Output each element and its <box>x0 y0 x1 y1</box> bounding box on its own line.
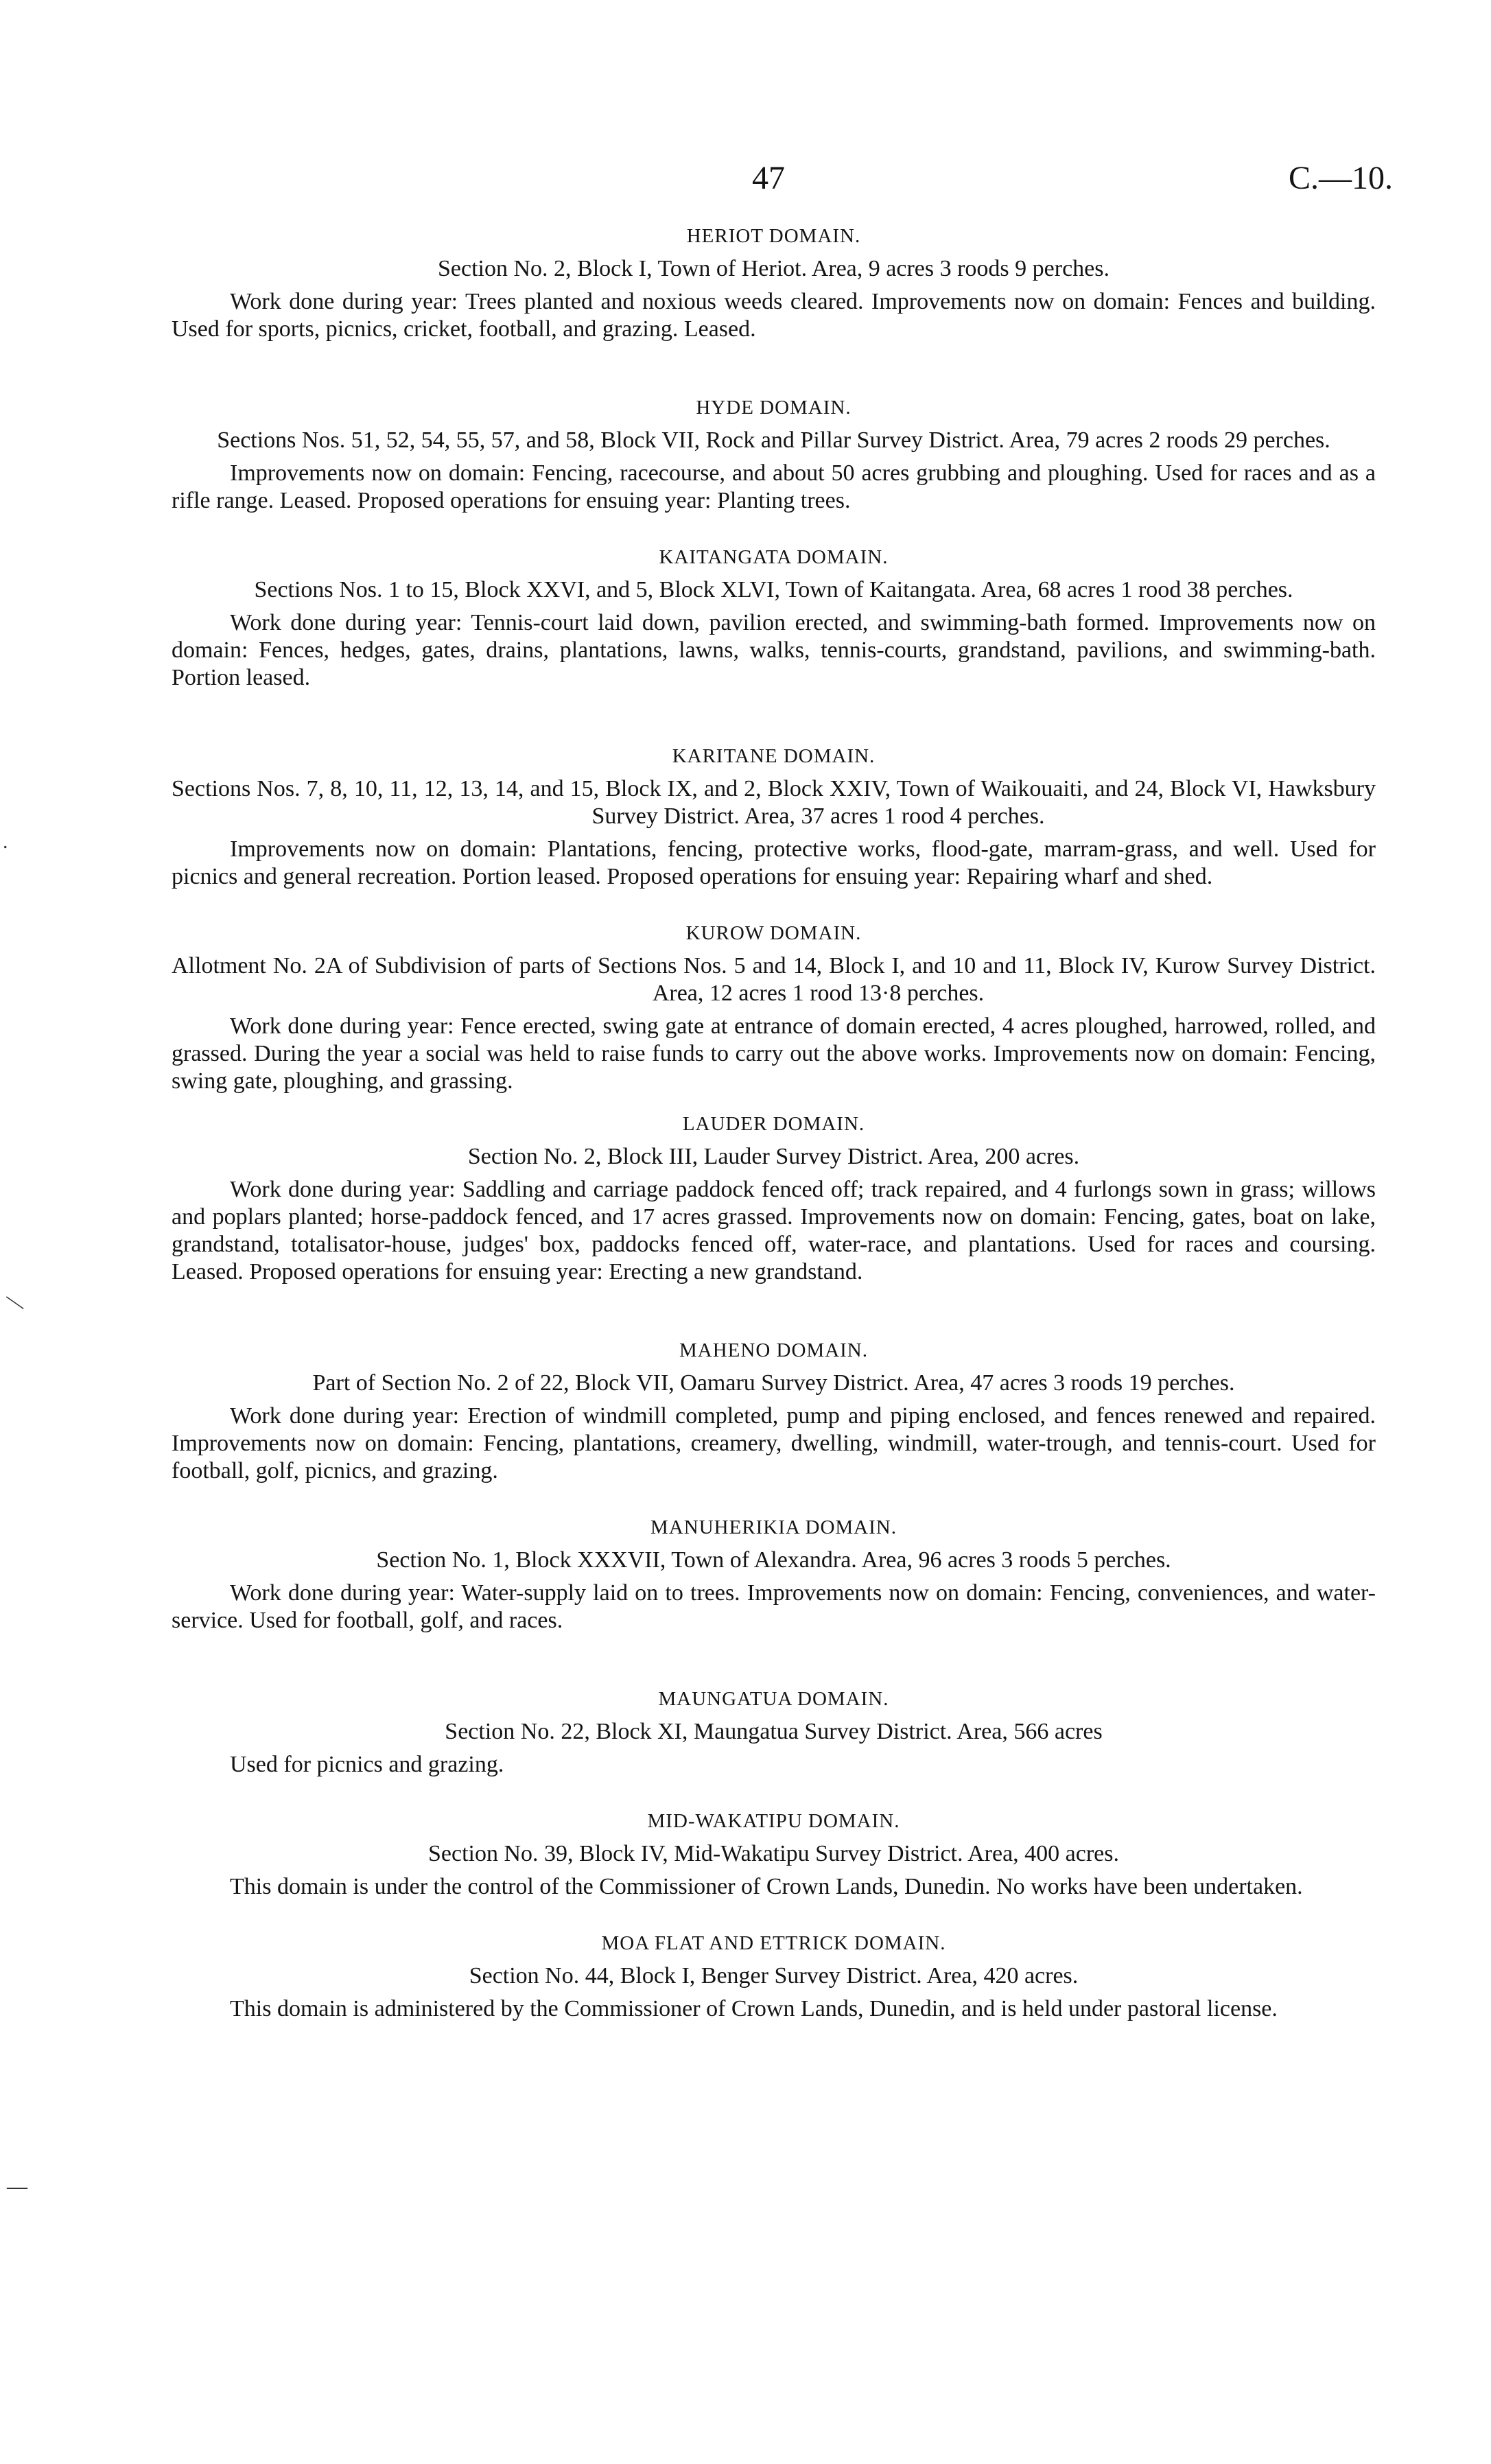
domain-location: Section No. 2, Block I, Town of Heriot. Area, 9 acres 3 roods 9 perches. <box>438 256 1110 281</box>
domain-entry <box>172 1515 1376 1634</box>
domain-description: Improvements now on domain: Plantations, fencing, protective works, flood-gate, marram-grass, and well. Used for picnics and general recreation. Portion leased. Proposed operations for ensuing year: Repairing wharf and shed. <box>172 836 1376 889</box>
document-body <box>172 224 1376 2023</box>
domain-location: Section No. 2, Block III, Lauder Survey District. Area, 200 acres. <box>467 1144 1080 1169</box>
margin-mark: — <box>1 1286 32 1317</box>
domain-description: Work done during year: Tennis-court laid down, pavilion erected, and swimming-bath formed. Improvements now on domain: Fences, hedges, gates, drains, plantations, lawns, walks, tennis-courts, grandstand, pavilions, and swimming-bath. Portion leased. <box>172 610 1376 690</box>
domain-description: Work done during year: Fence erected, swing gate at entrance of domain erected, 4 acres ploughed, harrowed, rolled, and grassed. During the year a social was held to raise funds to carry out the above works. Improvements now on domain: Fencing, swing gate, ploughing, and grassing. <box>172 1013 1376 1094</box>
domain-heading: MOA FLAT AND ETTRICK DOMAIN. <box>601 1932 946 1954</box>
domain-entry <box>172 921 1376 1095</box>
domain-entry <box>172 1338 1376 1485</box>
domain-location: Sections Nos. 51, 52, 54, 55, 57, and 58, Block VII, Rock and Pillar Survey District. Area, 79 acres 2 roods 29 perches. <box>217 427 1330 453</box>
page-reference: C.—10. <box>1288 160 1393 196</box>
domain-heading: HYDE DOMAIN. <box>696 397 852 419</box>
domain-heading: KAITANGATA DOMAIN. <box>659 546 889 568</box>
domain-location: Section No. 44, Block I, Benger Survey District. Area, 420 acres. <box>469 1963 1079 1988</box>
domain-description: Work done during year: Water-supply laid on to trees. Improvements now on domain: Fencing, conveniences, and water-service. Used for football, golf, and races. <box>172 1580 1376 1633</box>
domain-description: This domain is administered by the Commissioner of Crown Lands, Dunedin, and is held under pastoral license. <box>230 1996 1278 2021</box>
domain-entry <box>172 395 1376 515</box>
domain-heading: KUROW DOMAIN. <box>685 922 862 944</box>
domain-entry <box>172 1687 1376 1779</box>
domain-location: Part of Section No. 2 of 22, Block VII, Oamaru Survey District. Area, 47 acres 3 roods 19 perches. <box>312 1370 1235 1396</box>
domain-location: Section No. 1, Block XXXVII, Town of Alexandra. Area, 96 acres 3 roods 5 perches. <box>376 1547 1171 1573</box>
page-number: 47 <box>752 160 785 196</box>
domain-entry <box>172 1931 1376 2023</box>
domain-description: Improvements now on domain: Fencing, racecourse, and about 50 acres grubbing and ploughing. Used for races and as a rifle range. Leased. Proposed operations for ensuing year: Planting trees. <box>172 460 1376 513</box>
domain-description: This domain is under the control of the Commissioner of Crown Lands, Dunedin. No works have been undertaken. <box>230 1874 1303 1899</box>
domain-description: Work done during year: Erection of windmill completed, pump and piping enclosed, and fences renewed and repaired. Improvements now on domain: Fencing, plantations, creamery, dwelling, windmill, water-trough, and tennis-court. Used for football, golf, picnics, and grazing. <box>172 1403 1376 1483</box>
margin-mark: . <box>3 830 8 853</box>
domain-heading: MANUHERIKIA DOMAIN. <box>650 1516 897 1538</box>
domain-location: Sections Nos. 7, 8, 10, 11, 12, 13, 14, and 15, Block IX, and 2, Block XXIV, Town of Waikouaiti, and 24, Block VI, Hawksbury Survey District. Area, 37 acres 1 rood 4 perches. <box>172 776 1376 829</box>
domain-heading: LAUDER DOMAIN. <box>682 1113 865 1135</box>
domain-entry <box>172 1809 1376 1901</box>
domain-heading: MID-WAKATIPU DOMAIN. <box>647 1810 900 1832</box>
domain-location: Section No. 22, Block XI, Maungatua Survey District. Area, 566 acres <box>445 1719 1103 1744</box>
margin-mark: — <box>7 2175 27 2198</box>
domain-description: Work done during year: Saddling and carriage paddock fenced off; track repaired, and 4 furlongs sown in grass; willows and poplars planted; horse-paddock fenced, and 17 acres grassed. Improvements now on domain: Fencing, gates, boat on lake, grandstand, totalisator-house, judges' box, paddocks fenced off, water-race, and plantations. Used for races and coursing. Leased. Proposed operations for ensuing year: Erecting a new grandstand. <box>172 1177 1376 1284</box>
domain-entry <box>172 1112 1376 1286</box>
domain-location: Sections Nos. 1 to 15, Block XXVI, and 5, Block XLVI, Town of Kaitangata. Area, 68 acres 1 rood 38 perches. <box>254 577 1293 602</box>
domain-entry <box>172 545 1376 692</box>
domain-description: Work done during year: Trees planted and noxious weeds cleared. Improvements now on domain: Fences and building. Used for sports, picnics, cricket, football, and grazing. Leased. <box>172 289 1376 342</box>
domain-description: Used for picnics and grazing. <box>230 1752 504 1777</box>
domain-heading: KARITANE DOMAIN. <box>672 745 876 767</box>
domain-heading: HERIOT DOMAIN. <box>686 225 861 247</box>
domain-entry <box>172 224 1376 343</box>
domain-heading: MAUNGATUA DOMAIN. <box>658 1688 889 1710</box>
domain-entry <box>172 744 1376 891</box>
domain-heading: MAHENO DOMAIN. <box>679 1339 868 1361</box>
domain-location: Allotment No. 2A of Subdivision of parts of Sections Nos. 5 and 14, Block I, and 10 and 11, Block IV, Kurow Survey District. Area, 12 acres 1 rood 13·8 perches. <box>172 953 1376 1006</box>
domain-location: Section No. 39, Block IV, Mid-Wakatipu Survey District. Area, 400 acres. <box>427 1841 1119 1866</box>
